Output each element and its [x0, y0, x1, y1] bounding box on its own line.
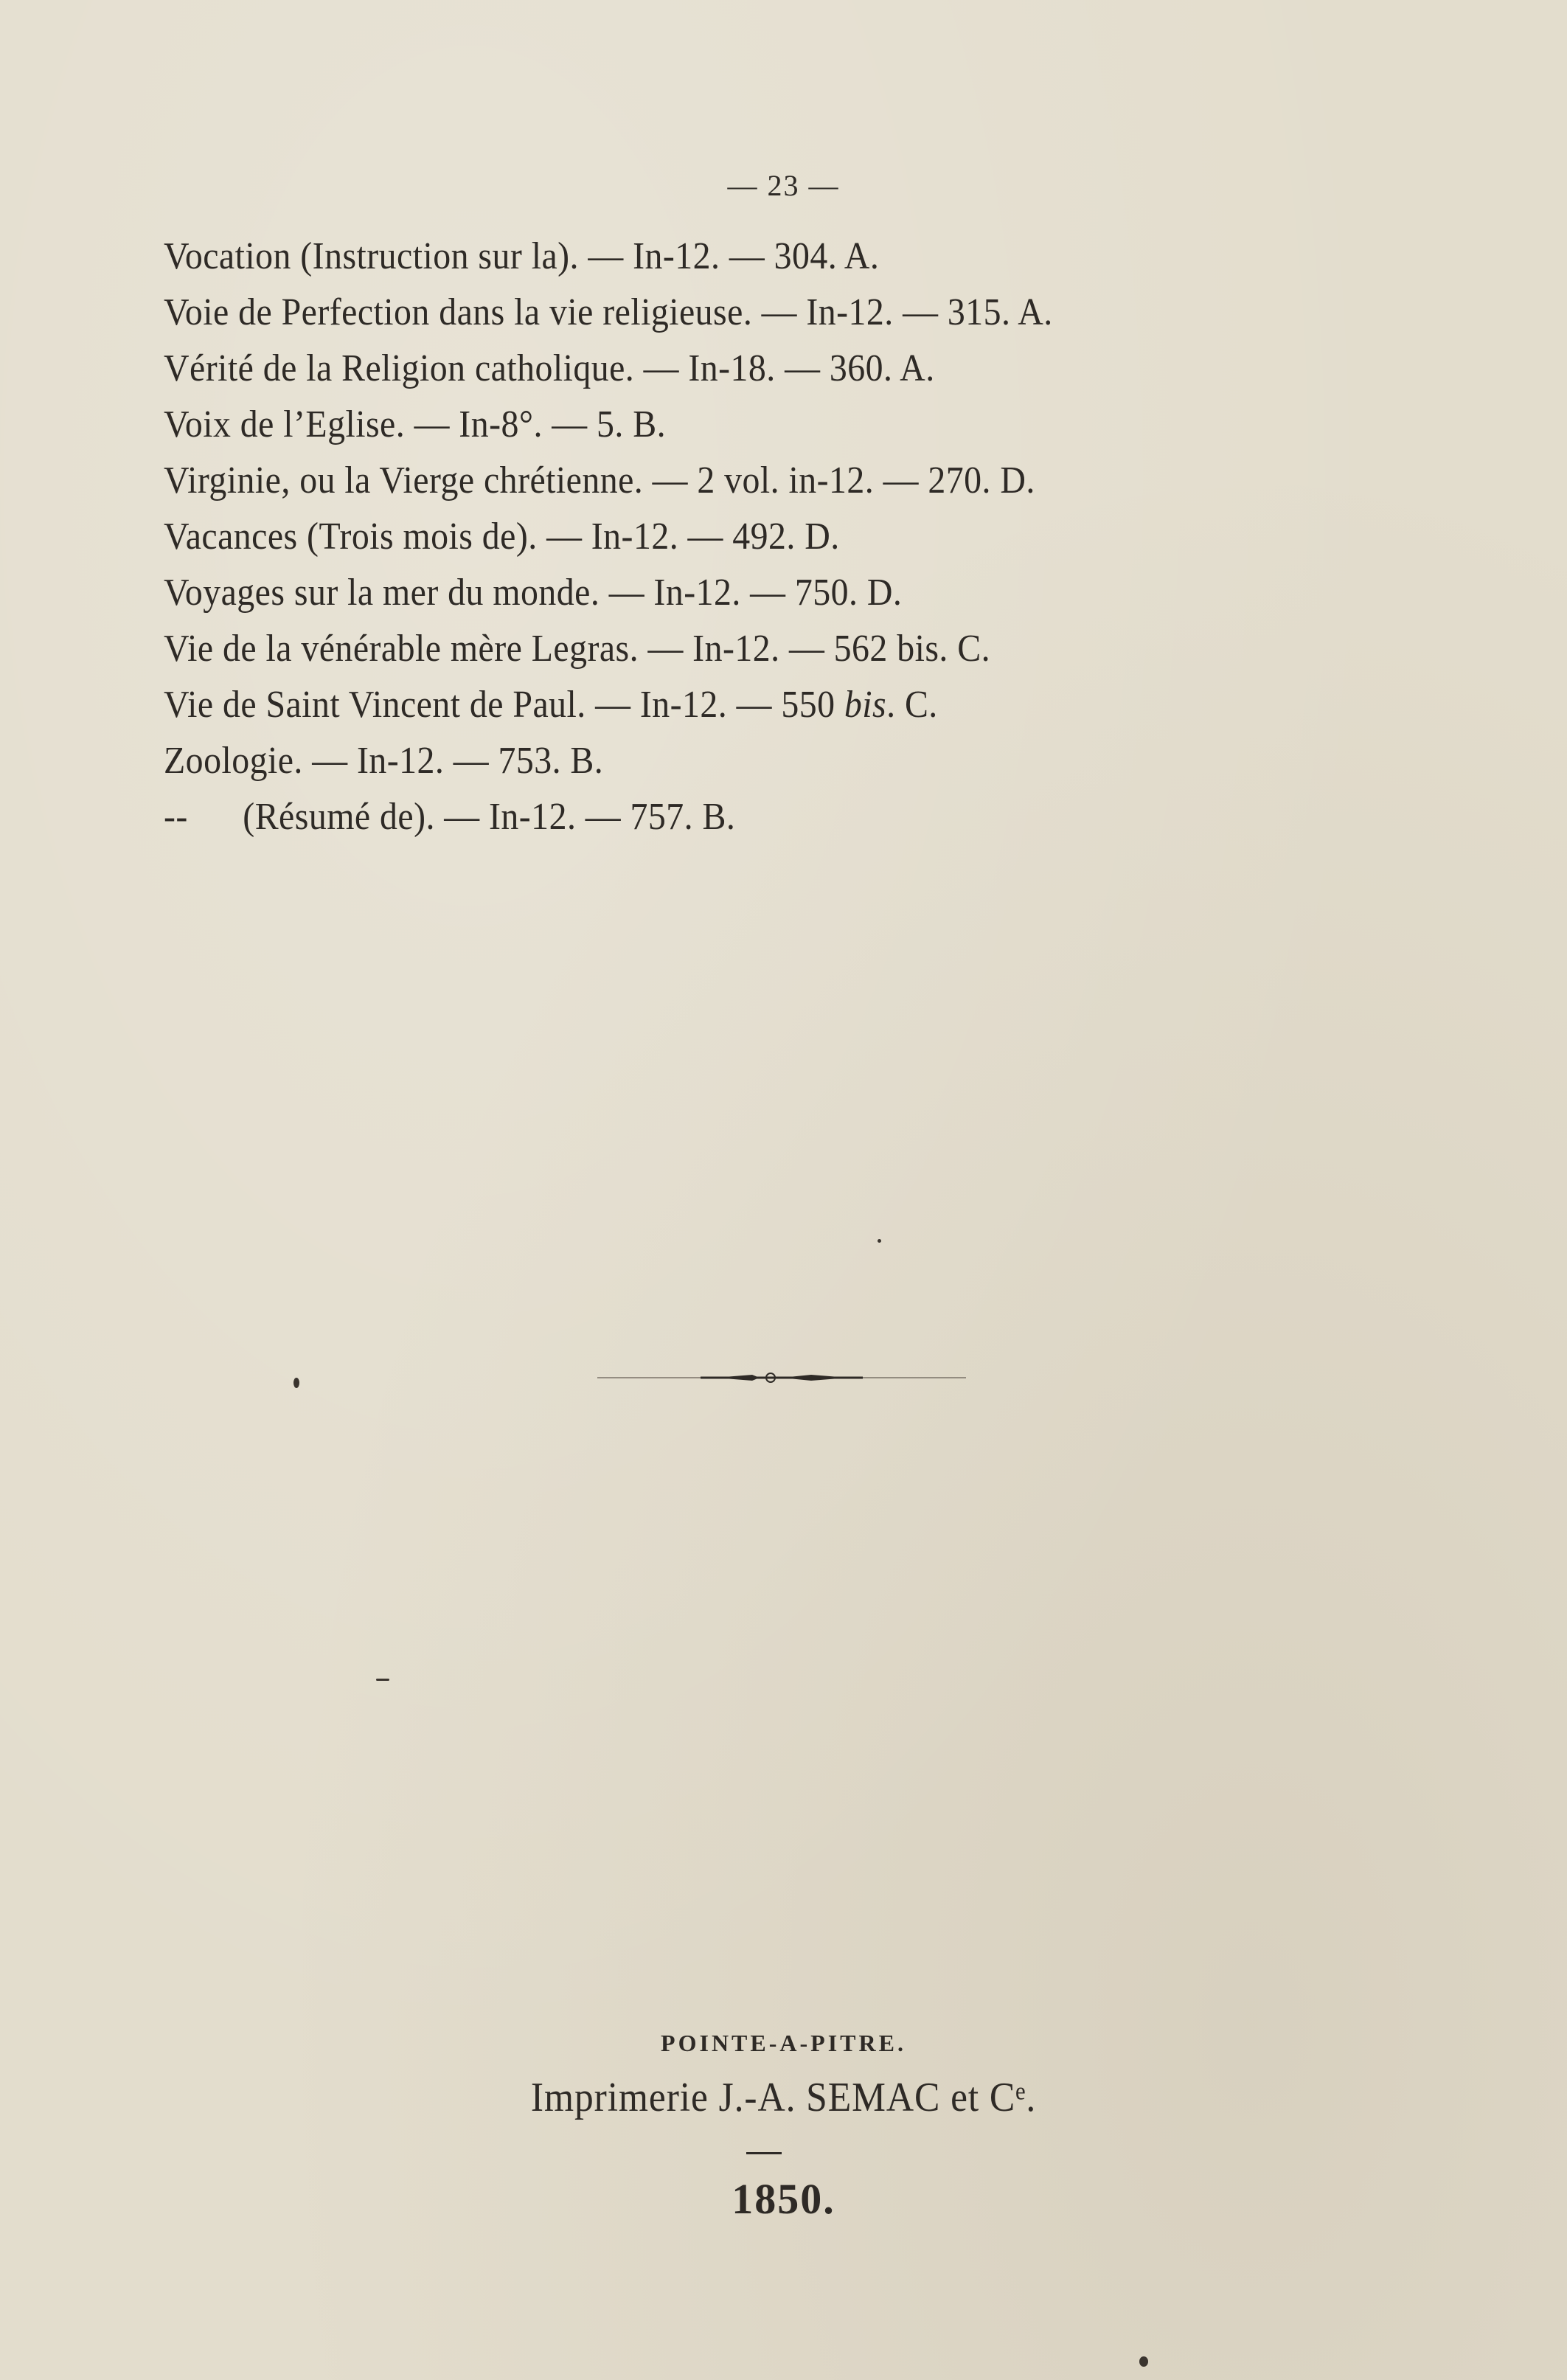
catalog-entry: Vérité de la Religion catholique. — In-18. — 360. A. [164, 347, 935, 389]
catalog-entry: Vie de la vénérable mère Legras. — In-12. — 562 bis. C. [164, 628, 991, 670]
fleuron-ornament-icon [597, 1370, 966, 1385]
page-number: — 23 — [727, 169, 840, 202]
entry-text: Vie de Saint Vincent de Paul. — In-12. — 550 [164, 684, 844, 726]
paper-speck [293, 1378, 299, 1388]
imprint-city: POINTE-A-PITRE. [661, 2030, 906, 2056]
divider [746, 2152, 782, 2154]
entry-italic-text: bis [844, 684, 887, 726]
catalog-list [164, 229, 1491, 845]
catalog-entry: Vacances (Trois mois de). — In-12. — 492. D. [164, 516, 840, 558]
catalog-entry: Voie de Perfection dans la vie religieuse. — In-12. — 315. A. [164, 291, 1053, 333]
paper-speck [878, 1239, 881, 1243]
imprint-year: 1850. [732, 2175, 835, 2223]
catalog-entry: -- (Résumé de). — In-12. — 757. B. [164, 796, 736, 838]
catalog-entry: Virginie, ou la Vierge chrétienne. — 2 vol. in-12. — 270. D. [164, 459, 1035, 502]
catalog-entry [164, 677, 1385, 733]
catalog-entry: Vocation (Instruction sur la). — In-12. — 304. A. [164, 235, 880, 277]
paper-speck [376, 1679, 389, 1681]
paper-speck [1139, 2356, 1148, 2367]
catalog-entry: Voyages sur la mer du monde. — In-12. — 750. D. [164, 572, 903, 614]
entry-text: . C. [886, 684, 938, 726]
imprint-printer: Imprimerie J.-A. SEMAC et Cᵉ. [530, 2075, 1037, 2120]
catalog-entry: Zoologie. — In-12. — 753. B. [164, 740, 604, 782]
catalog-entry: Voix de l’Eglise. — In-8°. — 5. B. [164, 403, 667, 445]
